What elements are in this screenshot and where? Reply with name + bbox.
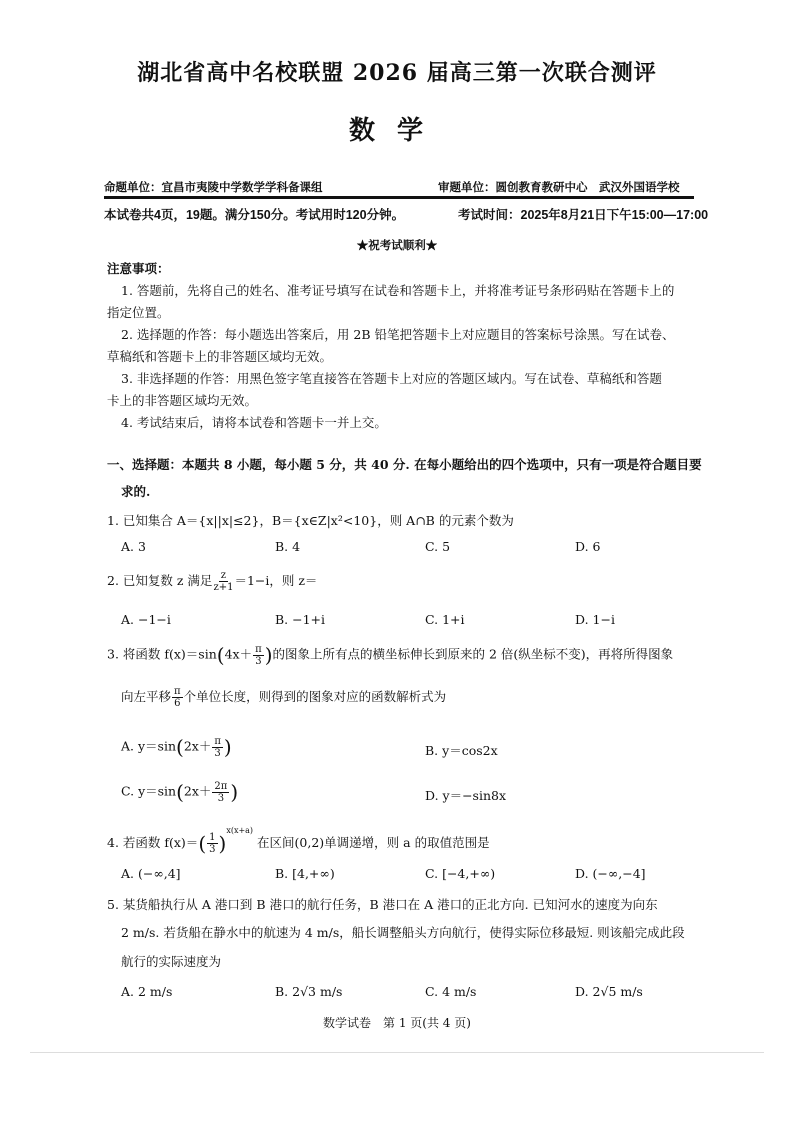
q5-option-b: B. 2√3 m/s: [275, 984, 343, 999]
q2-option-a: A. −1−i: [121, 612, 171, 627]
question-4-stem: 4. 若函数 f(x)＝( $\frac{1}{3}$ )$^{x(x+a)}$ 在区间(0,2)单调递增，则 a 的取值范围是: [107, 826, 490, 856]
q2-fraction: [213, 570, 233, 593]
frac-den: 3: [214, 747, 221, 759]
q3-stem-post: 的图象上所有点的横坐标伸长到原来的 2 倍(纵坐标不变)，再将所得图象: [272, 646, 674, 662]
notice-line: 2. 选择题的作答：每小题选出答案后，用 2B 铅笔把答题卡上对应题目的答案标号涂黑。写在试卷、: [121, 327, 675, 342]
frac-den: 3: [217, 792, 225, 804]
q4-option-a: A. (−∞,4]: [121, 866, 181, 881]
q4-stem-post: 在区间(0,2)单调递增，则 a 的取值范围是: [253, 835, 490, 850]
frac-num: π: [255, 643, 262, 655]
q2-option-b: B. −1+i: [275, 612, 326, 627]
exam-time: 考试时间：2025年8月21日下午15:00—17:00: [458, 208, 709, 222]
q3-option-d: D. y＝−sin8x: [425, 788, 507, 803]
notice-line: 4. 考试结束后，请将本试卷和答题卡一并上交。: [121, 415, 387, 430]
q5-option-a: A. 2 m/s: [121, 984, 173, 999]
q3-shift-fraction: [172, 686, 183, 709]
q5-option-d: D. 2√5 m/s: [575, 984, 643, 999]
q3-option-c: C. y＝sin(2x＋ $\frac{2\pi}{3}$ ): [121, 780, 239, 804]
notice-line: 卡上的非答题区域均无效。: [107, 393, 258, 408]
frac-den: 3: [209, 844, 216, 855]
q4-exponent: x(x+a): [226, 826, 254, 835]
opt-pre: C. y＝sin: [121, 783, 177, 799]
question-3-line2: [121, 686, 446, 709]
notice-heading: 注意事项：: [107, 261, 170, 276]
question-5-line3: 航行的实际速度为: [121, 954, 222, 969]
notice-line: 3. 非选择题的作答：用黑色签字笔直接答在答题卡上对应的答题区域内。写在试卷、草稿纸和答题: [121, 371, 662, 386]
question-5-line2: 2 m/s. 若货船在静水中的航速为 4 m/s，船长调整船头方向航行，使得实际位移最短. 则该船完成此段: [121, 925, 685, 940]
reviewer-unit: 审题单位：圆创教育教研中心 武汉外国语学校: [438, 180, 680, 194]
notice-line: 指定位置。: [107, 305, 170, 320]
frac-num: 2π: [214, 780, 228, 792]
q4-option-b: B. [4,+∞): [275, 866, 335, 881]
frac-num: z: [220, 570, 227, 581]
q1-option-b: B. 4: [275, 539, 301, 554]
q4-fraction: [207, 832, 217, 855]
page-footer: 数学试卷 第 1 页(共 4 页): [323, 1016, 471, 1030]
frac-den: 6: [174, 698, 181, 709]
q2-stem-pre: 2. 已知复数 z 满足: [107, 573, 213, 588]
frac-den: z+1: [213, 582, 234, 593]
header-divider: [104, 196, 694, 199]
q3-line2-post: 个单位长度，则得到的图象对应的函数解析式为: [183, 689, 447, 704]
notice-line: 1. 答题前，先将自己的姓名、准考证号填写在试卷和答题卡上，并将准考证号条形码贴在答题卡上的: [121, 283, 675, 298]
frac-den: 3: [255, 655, 262, 667]
question-2-stem: [107, 570, 317, 593]
q1-option-c: C. 5: [425, 539, 451, 554]
q5-option-c: C. 4 m/s: [425, 984, 477, 999]
question-5-stem: 5. 某货船执行从 A 港口到 B 港口的航行任务，B 港口在 A 港口的正北方向. 已知河水的速度为向东: [107, 897, 658, 912]
frac-num: π: [214, 735, 221, 747]
opt-arg: 2x＋: [183, 738, 212, 754]
opt-fraction: [212, 736, 223, 759]
frac-num: 1: [209, 832, 216, 843]
q3-line2-pre: 向左平移: [121, 689, 172, 704]
q1-option-a: A. 3: [121, 539, 146, 554]
q3-option-a: A. y＝sin(2x＋ $\frac{\pi}{3}$ ): [121, 735, 232, 759]
q3-fraction: [253, 644, 264, 667]
q3-stem-pre: 3. 将函数 f(x)＝sin: [107, 646, 217, 662]
q2-option-d: D. 1−i: [575, 612, 615, 627]
q3-arg: 4x＋: [224, 646, 253, 662]
q2-option-c: C. 1+i: [425, 612, 465, 627]
section-heading-cont: 求的.: [121, 484, 151, 499]
q4-stem-pre: 4. 若函数 f(x)＝: [107, 835, 199, 850]
section-heading: 一、选择题：本题共 8 小题，每小题 5 分，共 40 分. 在每小题给出的四个选项中，只有一项是符合题目要: [107, 457, 702, 472]
q4-option-c: C. [−4,+∞): [425, 866, 496, 881]
subject-title: 数学: [348, 116, 445, 146]
q1-option-d: D. 6: [575, 539, 601, 554]
setter-unit: 命题单位：宜昌市夷陵中学数学学科备课组: [104, 180, 323, 194]
exam-info: 本试卷共4页，19题。满分150分。考试用时120分钟。: [104, 208, 405, 222]
question-3-stem: 3. 将函数 f(x)＝sin(4x＋ $\frac{\pi}{3}$ )的图象上所有点的横坐标伸长到原来的 2 倍(纵坐标不变)，再将所得图象: [107, 643, 674, 667]
notice-line: 草稿纸和答题卡上的非答题区域均无效。: [107, 349, 333, 364]
page-edge-line: [30, 1052, 764, 1053]
opt-fraction: [212, 781, 229, 804]
q4-option-d: D. (−∞,−4]: [575, 866, 646, 881]
question-1-stem: 1. 已知集合 A＝{x||x|≤2}，B＝{x∈Z|x²<10}，则 A∩B 的元素个数为: [107, 513, 514, 528]
exam-title: 湖北省高中名校联盟 2026 届高三第一次联合测评: [137, 60, 657, 86]
q3-option-b: B. y＝cos2x: [425, 743, 498, 758]
good-luck-banner: ★祝考试顺利★: [356, 238, 438, 252]
opt-arg: 2x＋: [183, 783, 212, 799]
frac-num: π: [174, 686, 181, 697]
q2-stem-post: ＝1−i，则 z＝: [234, 573, 318, 588]
opt-pre: A. y＝sin: [121, 738, 176, 754]
